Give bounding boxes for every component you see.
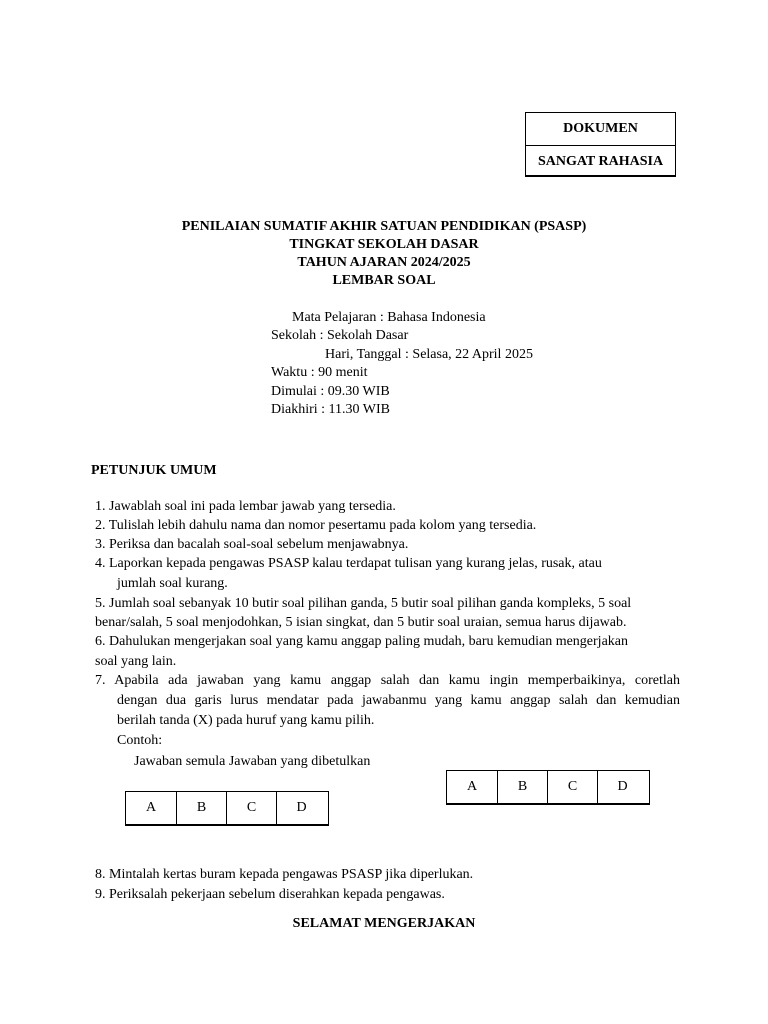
instruction-2: 2. Tulislah lebih dahulu nama dan nomor pesertamu pada kolom yang tersedia. <box>95 518 537 533</box>
example-label: Contoh: <box>117 733 163 748</box>
option-a: A <box>145 800 157 815</box>
instruction-5-cont: benar/salah, 5 soal menjodohkan, 5 isian singkat, dan 5 butir soal uraian, semua harus dijawab. <box>95 615 627 630</box>
example-caption: Jawaban semula Jawaban yang dibetulkan <box>134 754 371 769</box>
option-c: C <box>547 771 597 803</box>
instruction-4-cont: jumlah soal kurang. <box>117 576 228 591</box>
badge-line-sangat-rahasia: SANGAT RAHASIA <box>526 145 675 178</box>
exam-title: PENILAIAN SUMATIF AKHIR SATUAN PENDIDIKAN (PSASP) <box>181 219 587 234</box>
exam-sheet-title: LEMBAR SOAL <box>332 273 436 288</box>
instruction-3: 3. Periksa dan bacalah soal-soal sebelum menjawabnya. <box>95 537 409 552</box>
instruction-5: 5. Jumlah soal sebanyak 10 butir soal pilihan ganda, 5 butir soal pilihan ganda kompleks, 5 soal <box>95 596 632 611</box>
instruction-7-cont-2: berilah tanda (X) pada huruf yang kamu pilih. <box>117 713 375 728</box>
instruction-6-cont: soal yang lain. <box>95 654 177 669</box>
closing-text: SELAMAT MENGERJAKAN <box>292 916 476 931</box>
instruction-8: 8. Mintalah kertas buram kepada pengawas PSASP jika diperlukan. <box>95 867 474 882</box>
instruction-1: 1. Jawablah soal ini pada lembar jawab yang tersedia. <box>95 499 396 514</box>
corrected-answer-options <box>446 770 650 805</box>
original-answer-options <box>125 791 329 826</box>
instructions-heading: PETUNJUK UMUM <box>91 463 217 478</box>
option-c: C <box>226 792 276 824</box>
exam-year: TAHUN AJARAN 2024/2025 <box>297 255 471 270</box>
info-subject: Mata Pelajaran : Bahasa Indonesia <box>292 310 486 325</box>
option-d: D <box>276 792 326 824</box>
option-b: B <box>497 771 547 803</box>
instruction-6: 6. Dahulukan mengerjakan soal yang kamu anggap paling mudah, baru kemudian mengerjakan <box>95 634 628 649</box>
option-a: A <box>466 779 478 794</box>
badge-line-dokumen: DOKUMEN <box>563 121 638 136</box>
instruction-7-cont-1: dengan dua garis lurus mendatar pada jawabanmu yang kamu anggap salah dan kemudian <box>117 693 680 708</box>
instruction-9: 9. Periksalah pekerjaan sebelum diserahkan kepada pengawas. <box>95 887 445 902</box>
option-b: B <box>176 792 226 824</box>
info-end: Diakhiri : 11.30 WIB <box>271 402 390 417</box>
info-start: Dimulai : 09.30 WIB <box>271 384 390 399</box>
info-date: Hari, Tanggal : Selasa, 22 April 2025 <box>325 347 533 362</box>
instruction-7: 7. Apabila ada jawaban yang kamu anggap salah dan kamu ingin memperbaikinya, coretlah <box>95 673 680 688</box>
confidential-badge <box>525 112 676 177</box>
option-d: D <box>597 771 647 803</box>
exam-level: TINGKAT SEKOLAH DASAR <box>289 237 479 252</box>
info-duration: Waktu : 90 menit <box>271 365 368 380</box>
info-school: Sekolah : Sekolah Dasar <box>271 328 409 343</box>
instruction-4: 4. Laporkan kepada pengawas PSASP kalau terdapat tulisan yang kurang jelas, rusak, atau <box>95 556 602 571</box>
